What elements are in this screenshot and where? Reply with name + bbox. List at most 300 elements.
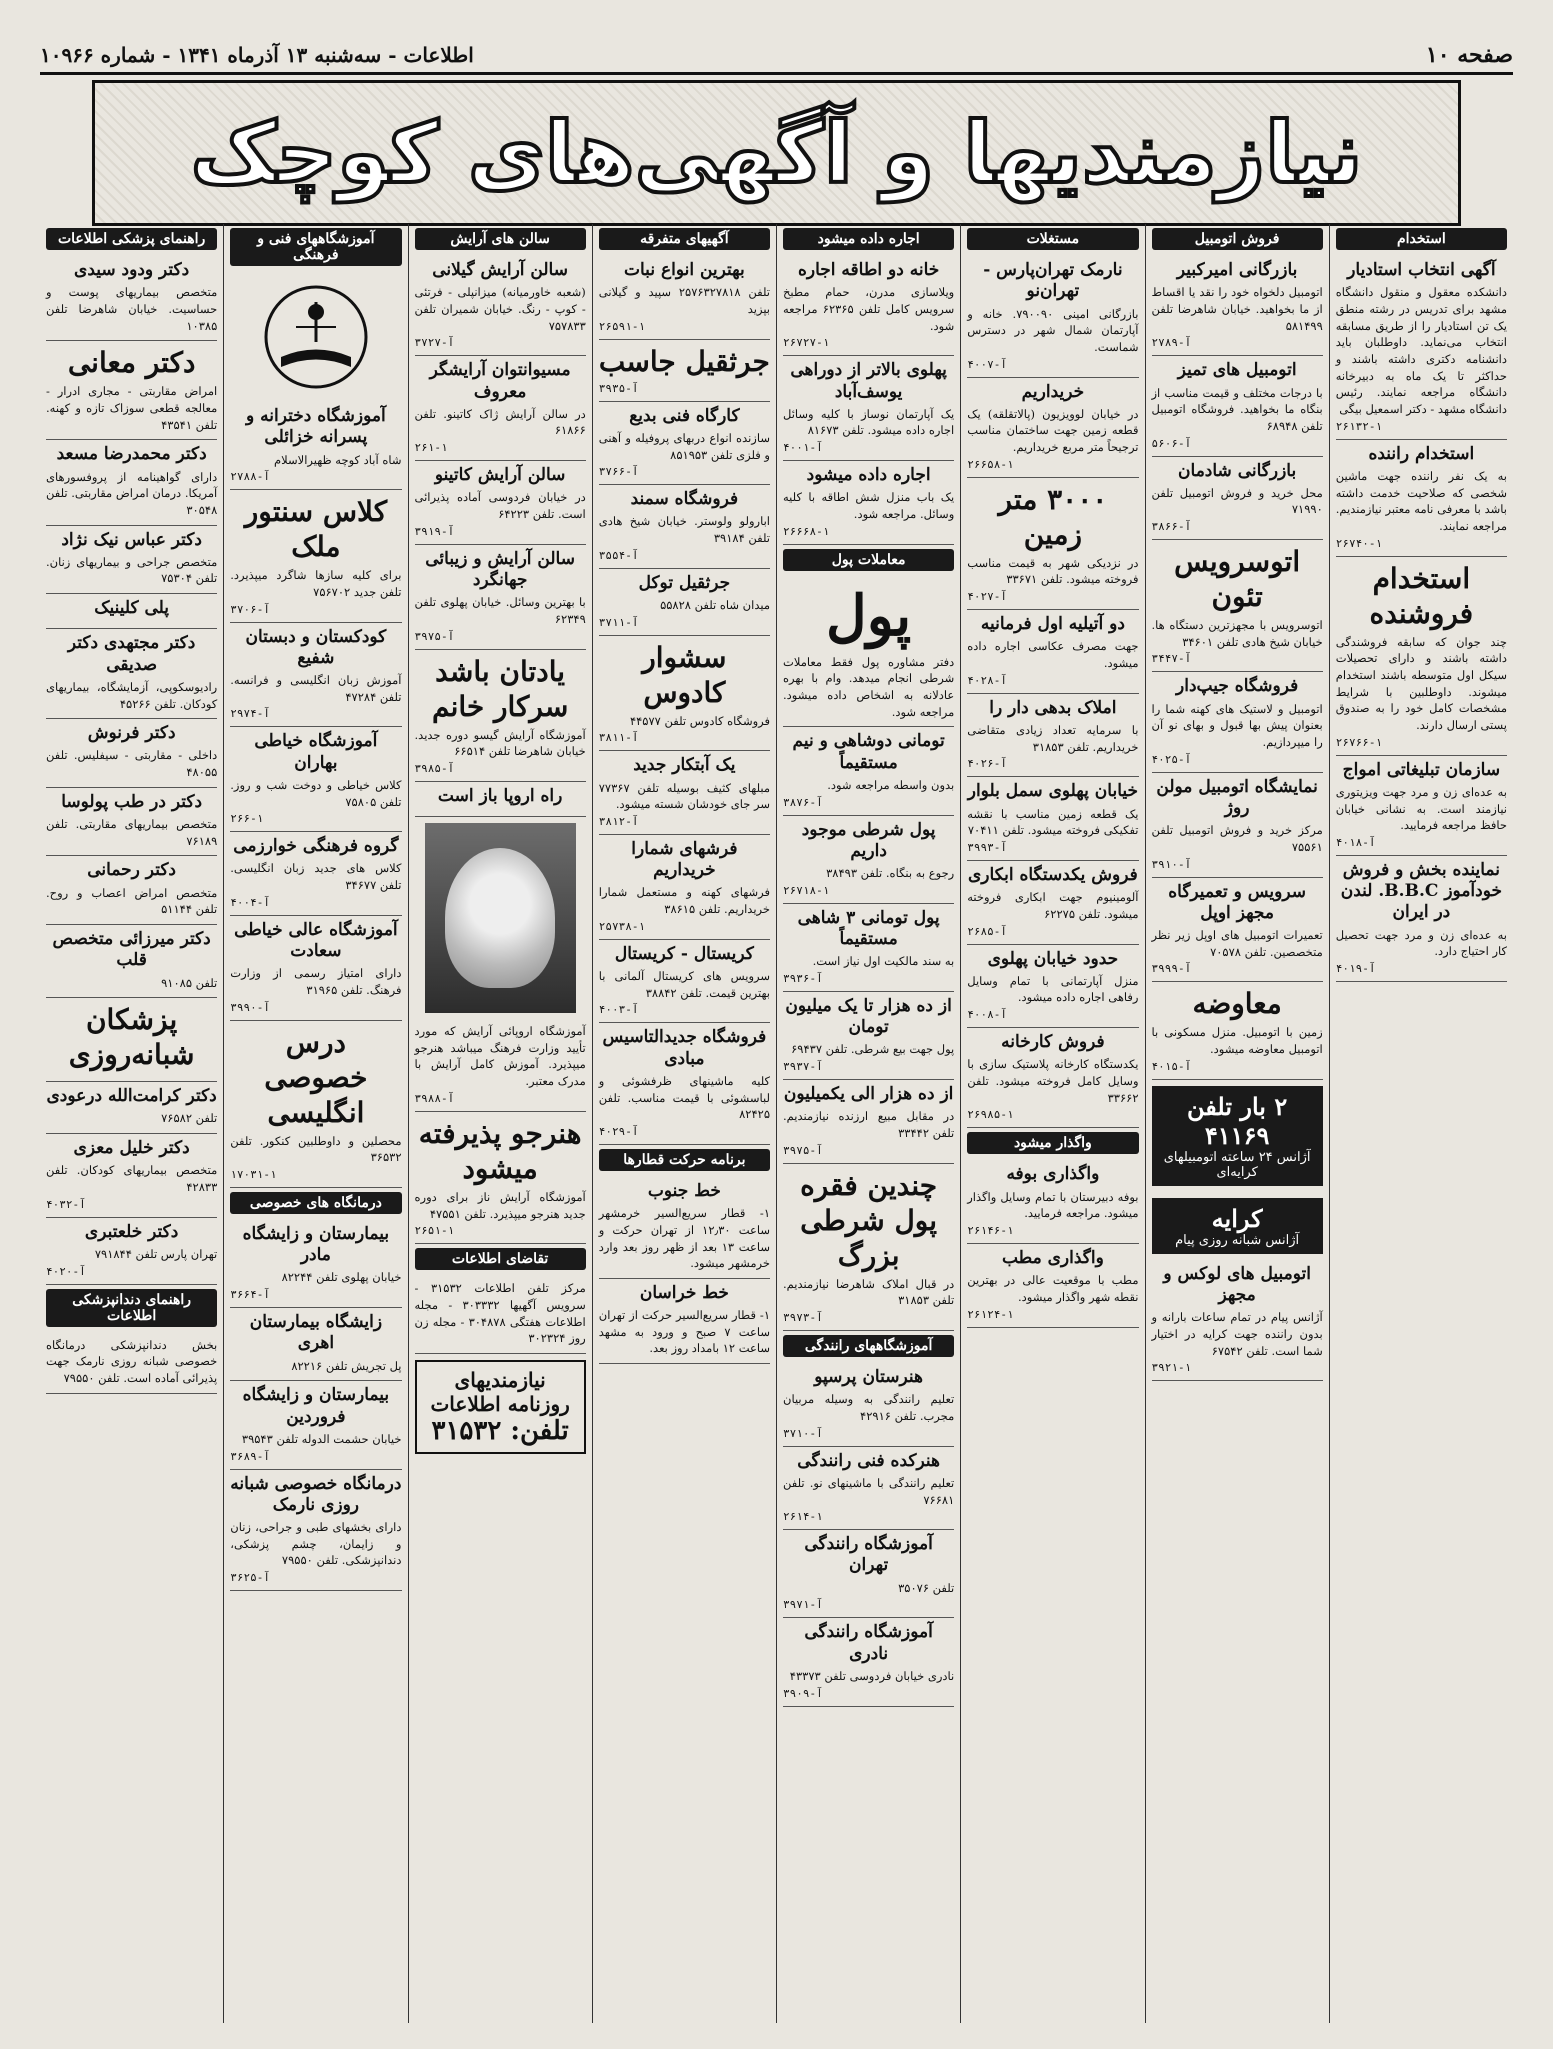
classified-ad — [599, 751, 770, 835]
ad-title: دکتر در طب پولوسا — [61, 791, 203, 812]
section-header: سالن های آرایش — [415, 228, 586, 250]
ad-title: پلی کلینیک — [94, 598, 170, 619]
ad-code: ۳۸۱۲-آ — [598, 814, 639, 828]
ad-body: تلفن ۹۱۰۸۵ — [161, 975, 218, 990]
ad-body: جهت مصرف عکاسی اجاره داده میشود. — [967, 639, 1139, 671]
ad-title: کارگاه فنی بدیع — [629, 405, 740, 426]
ad-title: بازرگانی امیرکبیر — [1176, 260, 1298, 280]
classified-ad — [1152, 982, 1323, 1079]
classified-ad — [415, 1112, 586, 1244]
ad-code: ۳۸۷۶-آ — [783, 795, 823, 809]
ad-code: ۲۶۷۴۰-۱ — [1335, 536, 1383, 550]
ad-code: ۳۴۴۷-آ — [1151, 652, 1192, 666]
ad-body: دفتر مشاوره پول فقط معاملات شرطی انجام میدهد. وام با بهره عادلانه به اشخاص داده میشود. مراجعه شود. — [783, 654, 955, 719]
book-lamp-icon — [261, 282, 371, 392]
ad-columns — [40, 224, 1513, 2023]
ad-body: محل خرید و فروش اتومبیل تلفن ۷۱۹۹۰ — [1151, 485, 1323, 517]
classified-ad — [967, 256, 1138, 378]
ad-title: دکتر کرامت‌الله درعودی — [46, 1086, 217, 1107]
classified-ad — [599, 485, 770, 569]
ad-body: ابارولو ولوستر. خیابان شیخ هادی تلفن ۳۹۱۸۴ — [598, 514, 770, 546]
section-header: راهنمای پزشکی اطلاعات — [46, 228, 217, 250]
classified-ad — [599, 569, 770, 636]
ad-code: ۲۶۶۶۸-۱ — [783, 524, 830, 538]
classified-ad — [783, 1447, 954, 1531]
ad-title: یادتان باشد سرکار خانم — [431, 654, 569, 723]
ad-code: ۳۶۲۵-آ — [230, 1571, 270, 1585]
section-header: واگذار میشود — [967, 1132, 1138, 1154]
ad-title: کریستال - کریستال — [614, 943, 754, 964]
ad-code: ۳۷۲۷-آ — [414, 336, 455, 350]
promo-subline: آژانس ۲۴ ساعته اتومبیلهای کرایه‌ای — [1163, 1149, 1311, 1180]
ad-title: نارمک تهران‌پارس - تهران‌نو — [983, 260, 1123, 302]
ad-code: ۲۹۷۴-آ — [230, 707, 270, 721]
classified-ad — [599, 1023, 770, 1145]
ad-body: با درجات مختلف و قیمت مناسب از بنگاه ما بخواهید. فروشگاه اتومبیل تلفن ۶۸۹۴۸ — [1151, 385, 1323, 433]
ad-code: ۴۰۲۷-آ — [967, 590, 1007, 604]
ad-title: اتومبیل های لوکس و مجهز — [1163, 1263, 1311, 1306]
classified-ad — [783, 256, 954, 356]
ad-body: داخلی - مقاربتی - سیفلیس. تلفن ۴۸۰۵۵ — [46, 748, 218, 780]
classified-ad — [46, 719, 217, 788]
section-header: مستغلات — [967, 228, 1138, 250]
ad-body: کلیه ماشینهای ظرفشوئی و لباسشوئی با قیمت مناسب. تلفن ۸۲۴۲۵ — [598, 1073, 770, 1122]
classified-ad — [1152, 256, 1323, 356]
ad-title: آگهی انتخاب استادیار — [1347, 260, 1496, 280]
ad-body: تعلیم رانندگی با ماشینهای نو. تلفن ۷۶۶۸۱ — [783, 1475, 955, 1507]
classified-ad — [1152, 1260, 1323, 1382]
ad-title: دکتر معانی — [67, 346, 196, 380]
classified-ad — [967, 1028, 1138, 1128]
ad-title: سشوار کادوس — [642, 640, 727, 709]
ad-title: پهلوی بالاتر از دوراهی یوسف‌آباد — [790, 360, 947, 402]
ad-body: کلاس های جدید زبان انگلیسی. تلفن ۳۴۶۷۷ — [230, 861, 402, 893]
ad-body: اتومبیل و لاستیک های کهنه شما را بعنوان پیش بها قبول و بهای نو آن را میپردازیم. — [1151, 701, 1323, 750]
section-header: استخدام — [1336, 228, 1507, 250]
column — [1329, 224, 1513, 2023]
promo-line: ۲ بار تلفن ۴۱۱۶۹ — [1187, 1091, 1288, 1150]
ad-title: از ده هزار الی یکمیلیون — [783, 1084, 954, 1105]
ad-body: یک قطعه زمین مناسب با نقشه تفکیکی فروخته میشود. تلفن ۷۰۴۱۱ — [967, 806, 1139, 838]
promo-line: کرایه — [1211, 1203, 1263, 1233]
ad-body: دارای امتیاز رسمی از وزارت فرهنگ. تلفن ۳۱۹۶۵ — [230, 966, 402, 997]
ad-title: فروش یکدستگاه ابکاری — [968, 864, 1138, 885]
classified-ad — [415, 1276, 586, 1354]
ad-code: ۳۹۹۰-آ — [230, 1000, 270, 1014]
ad-body: آموزشگاه اروپائی آرایش که مورد تأیید وزارت فرهنگ میباشد هنرجو میپذیرد. آموزش کامل آرایش با مدرک معتبر. — [414, 1024, 586, 1089]
ad-title: دو آتیلیه اول فرمانیه — [980, 614, 1125, 635]
ad-body: تهران پارس تلفن ۷۹۱۸۴۴ — [94, 1246, 218, 1261]
ad-title: دکتر فرنوش — [87, 723, 176, 744]
ad-body: دارای بخشهای طبی و جراحی، زنان و زایمان، چشم پزشکی، دندانپزشکی. تلفن ۷۹۵۵۰ — [230, 1520, 402, 1568]
ad-title: خیابان پهلوی سمل بلوار — [967, 781, 1139, 802]
ad-code: ۴۰۰۳-آ — [598, 1003, 639, 1017]
ad-code: ۲۶۷۶۶-۱ — [1335, 735, 1383, 749]
ad-title: اتومبیل های تمیز — [1177, 360, 1297, 381]
classified-ad — [1152, 540, 1323, 672]
ad-body: دانشکده معقول و منقول دانشگاه مشهد برای تدریس در رشته منطق یک تن استادیار را از طریق مسابقه انتخاب می‌نماید. داوطلبان باید دانشنامه دکتری داشته باشند و حداکثر تا یک ماه به دبیرخانه دانشگاه مراجعه نمایند. رئیس دانشگاه مشهد - دکتر اسمعیل بیگی — [1335, 285, 1507, 416]
classified-ad — [230, 1470, 401, 1592]
ad-code: ۲۶۱۳۲-۱ — [1335, 419, 1383, 433]
section-header: اجاره داده میشود — [783, 228, 954, 250]
classified-ad — [1152, 457, 1323, 541]
portrait-face — [445, 848, 555, 988]
classified-ad — [230, 1308, 401, 1381]
classified-ad — [783, 727, 954, 815]
promo-subline: آژانس شبانه روزی پیام — [1175, 1232, 1300, 1248]
ad-title: کلاس سنتور ملک — [244, 495, 388, 564]
classified-ad — [415, 461, 586, 545]
ad-code: ۳۷۱۱-آ — [598, 615, 639, 629]
classified-ad — [415, 545, 586, 650]
ad-body: خیابان حشمت الدوله تلفن ۳۹۵۴۳ — [241, 1431, 402, 1446]
classified-ad — [46, 998, 217, 1082]
classified-ad — [1152, 878, 1323, 983]
ad-body: تلفن ۷۶۵۸۲ — [161, 1111, 218, 1126]
ad-body: با سرمایه تعداد زیادی متقاضی خریداریم. تلفن ۳۱۸۵۳ — [967, 722, 1139, 754]
classified-ad — [967, 861, 1138, 945]
classified-ad — [783, 904, 954, 992]
info-box-title: نیازمندیهای روزنامه اطلاعات — [430, 1367, 570, 1416]
ad-title: پول شرطی موجود داریم — [801, 819, 936, 861]
classified-ad — [599, 835, 770, 940]
classified-ad — [599, 402, 770, 486]
section-header: برنامه حرکت قطارها — [599, 1149, 770, 1171]
ad-title: معاوضه — [1192, 987, 1282, 1021]
column — [408, 224, 592, 2023]
ad-title: سالن آرایش کاتینو — [434, 465, 566, 486]
ad-title: مسیوانتوان آرایشگر معروف — [429, 360, 571, 402]
ad-title: آموزشگاه رانندگی نادری — [804, 1622, 933, 1664]
ad-code: ۲۶۱۴-۱ — [783, 1510, 823, 1524]
ad-title: اجاره داده میشود — [806, 465, 931, 486]
classified-ad — [230, 402, 401, 490]
ad-body: تعلیم رانندگی به وسیله مربیان مجرب. تلفن ۴۲۹۱۶ — [783, 1392, 955, 1423]
classified-ad — [1336, 440, 1507, 557]
ad-body: مرکز خرید و فروش اتومبیل تلفن ۷۵۵۶۱ — [1151, 823, 1323, 854]
ad-title: درمانگاه خصوصی شبانه روزی نارمک — [230, 1473, 402, 1515]
classified-ad — [783, 1164, 954, 1331]
ad-title: استخدام راننده — [1368, 443, 1475, 464]
section-header: درمانگاه های خصوصی — [230, 1192, 401, 1214]
ad-title: فرشهای شمارا خریداریم — [631, 838, 738, 881]
section-header: راهنمای دندانپزشکی اطلاعات — [46, 1289, 217, 1327]
section-header: تقاضای اطلاعات — [415, 1248, 586, 1270]
section-header: معاملات پول — [783, 549, 954, 571]
ad-title: نمایشگاه اتومبیل مولن روژ — [1156, 776, 1318, 818]
ad-body: در خیابان لوویزیون (پالاتقلقه) یک قطعه زمین جهت ساختمان مناسب ترجیحاً متر مربع خریداریم. — [967, 406, 1139, 455]
ad-body: بخش دندانپزشکی درمانگاه خصوصی شبانه روزی نارمک جهت پذیرائی آماده است. تلفن ۷۹۵۵۰ — [46, 1337, 218, 1385]
classified-ad — [46, 856, 217, 925]
ad-body: فرشهای کهنه و مستعمل شمارا خریداریم. تلفن ۳۸۶۱۵ — [598, 885, 770, 917]
classified-ad — [230, 1381, 401, 1469]
ad-body: به عده‌ای زن و مرد جهت ویزیتوری نیازمند است. به نشانی خیابان حافظ مراجعه فرمایید. — [1335, 784, 1507, 833]
ad-body: در مقابل مبیع ارزنده نیازمندیم. تلفن ۳۳۴۴۲ — [783, 1109, 955, 1140]
issue-info: اطلاعات - سه‌شنبه ۱۳ آذرماه ۱۳۴۱ - شماره ۱۰۹۶۶ — [40, 43, 474, 67]
column — [1145, 224, 1329, 2023]
ad-body: امراض مقاربتی - مجاری ادرار - معالجه قطعی سوزاک تازه و کهنه. تلفن ۴۳۵۴۱ — [46, 384, 218, 432]
ad-title: فروش کارخانه — [1001, 1032, 1105, 1053]
ad-body: بازرگانی امینی ۷۹۰۰۹۰. خانه و آپارتمان شمال شهر در دسترس شماست. — [967, 306, 1139, 354]
portrait-photo — [425, 823, 576, 1013]
ad-body: به عده‌ای زن و مرد جهت تحصیل کار احتیاج دارد. — [1335, 927, 1507, 959]
classified-ad — [1336, 557, 1507, 756]
ad-title: دکتر رحمانی — [87, 860, 176, 881]
ad-title: گروه فرهنگی خوارزمی — [233, 836, 399, 857]
ad-body: سرویس های کریستال آلمانی با بهترین قیمت. تلفن ۳۸۸۴۲ — [598, 969, 770, 1000]
ad-code: ۳۹۳۷-آ — [783, 1060, 823, 1074]
ad-code: ۱۷۰۳۱-۱ — [230, 1167, 277, 1181]
classified-ad — [967, 610, 1138, 694]
classified-ad — [967, 694, 1138, 778]
promo-box — [1152, 1198, 1323, 1254]
ad-code: ۳۹۷۱-آ — [783, 1598, 823, 1612]
classified-ad — [783, 1363, 954, 1447]
ad-title: بیمارستان و زایشگاه فروردین — [242, 1385, 390, 1427]
ad-body: اتوسرویس با مجهزترین دستگاه ها. خیابان شیخ هادی تلفن ۳۴۶۰۱ — [1151, 618, 1323, 649]
ad-title: واگذاری مطب — [1001, 1247, 1104, 1268]
classified-ad — [783, 1618, 954, 1706]
section-header: آموزشگاههای فنی و فرهنگی — [230, 228, 401, 266]
ad-code: ۳۹۹۳-آ — [967, 840, 1007, 854]
ad-title: سالن آرایش و زیبائی جهانگرد — [425, 548, 575, 590]
ad-body: چند جوان که سابقه فروشندگی داشته باشند و دارای تحصیلات سیکل اول متوسطه باشند استخدام میشوند. داوطلبین با شرایط مشخصات کامل خود را به صندوق پستی ارسال دارند. — [1335, 634, 1507, 732]
ad-title: املاک بدهی دار را — [989, 697, 1117, 718]
ad-title: آموزشگاه عالی خیاطی سعادت — [234, 919, 398, 962]
ad-code: ۴۰۳۲-آ — [46, 1197, 86, 1211]
ad-title: آموزشگاه دخترانه و پسرانه خزائلی — [246, 406, 386, 448]
ad-title: واگذاری بوفه — [1006, 1164, 1100, 1185]
ad-body: متخصص امراض اعصاب و روح. تلفن ۵۱۱۴۴ — [46, 885, 218, 917]
ad-code: ۲۶۶-۱ — [230, 812, 264, 826]
ad-body: خیابان پهلوی تلفن ۸۲۲۴۴ — [281, 1270, 402, 1285]
classified-ad — [46, 925, 217, 998]
ad-title: جرثقیل توکل — [638, 572, 731, 593]
ad-body: ۱- قطار سریع‌السیر خرمشهر ساعت ۱۲٫۳۰ از تهران حرکت و ساعت ۱۳ بعد از ظهر روز بعد وارد خرمشهر میشود. — [598, 1206, 770, 1271]
ad-body: محصلین و داوطلبین کنکور. تلفن ۳۶۵۳۲ — [230, 1133, 402, 1165]
ad-title: بهترین انواع نبات — [624, 260, 745, 280]
ad-title: پول — [826, 582, 912, 649]
ad-title: چندین فقره پول شرطی بزرگ — [800, 1168, 938, 1272]
ad-body: میدان شاه تلفن ۵۵۸۲۸ — [660, 598, 770, 613]
ad-title: اتوسرویس تئون — [1174, 545, 1301, 614]
ad-code: ۳۹۸۸-آ — [414, 1091, 455, 1105]
ad-code: ۲۶۹۸۵-۱ — [967, 1108, 1014, 1122]
ad-title: کودکستان و دبستان شفیع — [245, 626, 387, 668]
ad-body: تلفن ۳۵۰۷۶ — [898, 1580, 955, 1595]
classified-ad — [599, 256, 770, 340]
ad-title: بازرگانی شادمان — [1178, 460, 1297, 481]
classified-ad — [967, 1160, 1138, 1244]
classifieds-banner — [92, 80, 1461, 226]
ad-title: خط جنوب — [647, 1180, 721, 1201]
column — [592, 224, 776, 2023]
ad-code: ۴۰۱۹-آ — [1335, 961, 1376, 975]
ad-code: ۴۰۰۷-آ — [967, 357, 1007, 371]
ad-body: آموزش زبان انگلیسی و فرانسه. تلفن ۴۷۲۸۴ — [230, 673, 402, 704]
column — [223, 224, 407, 2023]
ad-title: خانه دو اطاقه اجاره — [797, 260, 940, 280]
ad-body: پل تجریش تلفن ۸۲۲۱۶ — [291, 1358, 402, 1373]
classified-ad — [415, 650, 586, 782]
ad-code: ۲۶۱۴۶-۱ — [967, 1223, 1014, 1237]
ad-code: ۳۵۵۴-آ — [598, 548, 639, 562]
ad-body: متخصص جراحی و بیماریهای زنان. تلفن ۷۵۳۰۴ — [46, 554, 218, 586]
page-number: صفحه ۱۰ — [1425, 42, 1513, 68]
ad-title: استخدام فروشنده — [1369, 561, 1474, 630]
ad-code: ۳۸۶۶-آ — [1151, 520, 1192, 534]
ad-body: به یک نفر راننده جهت ماشین شخصی که صلاحیت خدمت داشته باشد با معرفی نامه معتبر نیازمندیم. مراجعه نمایند. — [1335, 468, 1507, 533]
classified-ad — [967, 1244, 1138, 1328]
ad-body: منزل آپارتمانی با تمام وسایل رفاهی اجاره داده میشود. — [967, 973, 1139, 1005]
ad-title: هنرکده فنی رانندگی — [797, 1450, 940, 1471]
classified-ad — [967, 945, 1138, 1029]
ad-title: فروشگاه سمند — [630, 489, 739, 510]
ad-body: نادری خیابان فردوسی تلفن ۴۳۳۷۳ — [789, 1668, 955, 1683]
classified-ad — [46, 629, 217, 719]
ad-body: رادیوسکوپی، آزمایشگاه، بیماریهای کودکان. تلفن ۴۵۲۶۶ — [46, 679, 218, 711]
classified-ad — [1336, 856, 1507, 982]
classified-ad — [230, 1220, 401, 1308]
classified-ad — [46, 440, 217, 525]
ad-title: دکتر خلعتبری — [84, 1221, 179, 1242]
ad-body: با بهترین وسائل. خیابان پهلوی تلفن ۶۲۳۴۹ — [414, 595, 586, 626]
ad-body: شاه آباد کوچه ظهیرالاسلام — [274, 452, 402, 467]
ad-code: ۲۶۶۵۸-۱ — [967, 457, 1014, 471]
classified-ad — [1152, 773, 1323, 878]
ad-title: هنرستان پرسپو — [814, 1367, 923, 1388]
ad-body: متخصص بیماریهای مقاربتی. تلفن ۷۶۱۸۹ — [46, 817, 218, 848]
section-header: آگهیهای متفرقه — [599, 228, 770, 250]
ad-code: ۳۸۱۱-آ — [598, 731, 639, 745]
ad-title: یک آبتکار جدید — [633, 755, 736, 776]
ad-code: ۳۹۰۹-آ — [783, 1686, 823, 1700]
classified-ad — [415, 1019, 586, 1112]
ad-body: ویلاسازی مدرن، حمام مطبخ سرویس کامل تلفن ۶۲۳۶۵ مراجعه شود. — [783, 285, 955, 333]
ad-title: خریداریم — [1021, 381, 1085, 402]
classified-ad — [599, 940, 770, 1024]
ad-title: آموزشگاه خیاطی بهاران — [254, 731, 378, 773]
classified-ad — [599, 1177, 770, 1279]
ad-body: در قبال املاک شاهرضا نیازمندیم. تلفن ۳۱۸۵۳ — [783, 1276, 955, 1308]
ad-body: آموزشگاه آرایش ناز برای دوره جدید هنرجو میپذیرد. تلفن ۴۷۵۵۱ — [414, 1189, 586, 1221]
ad-body: یک آپارتمان نوساز با کلیه وسائل اجاره داده میشود. تلفن ۸۱۶۷۳ — [783, 406, 955, 438]
classified-ad — [1152, 672, 1323, 772]
classified-ad — [415, 356, 586, 461]
ad-code: ۲۶۱-۱ — [414, 441, 448, 455]
ad-body: فروشگاه کادوس تلفن ۴۴۵۷۷ — [629, 713, 770, 728]
ad-body: به سند مالکیت اول نیاز است. — [812, 954, 955, 969]
ad-code: ۴۰۲۶-آ — [967, 757, 1007, 771]
banner-title: نیازمندیها و آگهی‌های کوچک — [190, 104, 1363, 202]
classified-ad — [783, 992, 954, 1080]
ad-body: در سالن آرایش ژاک کاتینو. تلفن ۶۱۸۶۶ — [414, 406, 586, 438]
ad-body: متخصص بیماریهای کودکان. تلفن ۴۲۸۳۳ — [46, 1163, 218, 1195]
ad-title: دکتر مجتهدی دکتر صدیقی — [67, 633, 196, 675]
ad-title: تومانی دوشاهی و نیم مستقیماً — [792, 731, 945, 773]
ad-code: ۴۰۰۱-آ — [783, 441, 823, 455]
classified-ad — [599, 636, 770, 752]
ad-code: ۴۰۰۸-آ — [967, 1008, 1007, 1022]
ad-title: نماینده بخش و فروش خودآموز B.B.C. لندن در ایران — [1340, 859, 1503, 923]
classified-ad — [967, 378, 1138, 478]
classified-ad — [46, 341, 217, 440]
column — [40, 224, 223, 2023]
classified-ad — [783, 356, 954, 461]
ad-body: بدون واسطه مراجعه شود. — [827, 777, 955, 792]
ad-code: ۳۹۱۹-آ — [414, 524, 455, 538]
classified-ad — [230, 727, 401, 832]
ad-code: ۲۶۸۵-آ — [967, 924, 1007, 938]
ad-code: ۴۰۲۰-آ — [46, 1264, 86, 1278]
institute-logo — [230, 272, 401, 402]
ad-code: ۳۹۸۵-آ — [414, 761, 455, 775]
classified-ad — [46, 788, 217, 857]
ad-body: رجوع به بنگاه. تلفن ۳۸۴۹۳ — [826, 866, 955, 881]
classified-ad — [1336, 756, 1507, 856]
classified-ad — [783, 1080, 954, 1164]
ad-code: ۳۷۱۰-آ — [783, 1426, 823, 1440]
classified-ad — [46, 256, 217, 341]
classified-ad — [599, 1279, 770, 1364]
classified-ad — [783, 816, 954, 904]
ad-title: راه اروپا باز است — [437, 785, 563, 806]
classified-ad — [230, 1021, 401, 1188]
masthead-line — [40, 38, 1513, 75]
ad-code: ۴۰۱۵-آ — [1151, 1059, 1192, 1073]
ad-code: ۳۹۱۰-آ — [1151, 857, 1192, 871]
ad-title: سازمان تبلیغاتی امواج — [1342, 759, 1501, 780]
ad-code: ۳۹۷۳-آ — [783, 1311, 823, 1325]
ad-code: ۳۹۷۵-آ — [414, 629, 455, 643]
ad-code: ۲۷۸۸-آ — [230, 470, 270, 484]
classified-ad — [967, 777, 1138, 861]
ad-title: حدود خیابان پهلوی — [987, 948, 1119, 969]
ad-code: ۴۰۰۴-آ — [230, 895, 270, 909]
ad-body: در خیابان فردوسی آماده پذیرائی است. تلفن ۶۴۲۲۳ — [414, 490, 586, 522]
ad-code: ۴۰۲۵-آ — [1151, 752, 1192, 766]
classified-ad — [599, 340, 770, 402]
ad-code: ۲۶۵۹۱-۱ — [598, 319, 646, 333]
ad-title: جرثقیل جاسب — [598, 344, 770, 378]
ad-title: فروشگاه جیپ‌دار — [1176, 676, 1299, 697]
ad-body: تلفن ۲۵۷۶۳۲۷۸۱۸ سپید و گیلانی بپزید — [598, 285, 770, 316]
ad-body: (شعبه خاورمیانه) میزانپلی - فرتئی - کوپ - رنگ. خیابان شمیران تلفن ۷۵۷۸۳۳ — [414, 285, 586, 333]
ad-body: در نزدیکی شهر به قیمت مناسب فروخته میشود. تلفن ۳۳۶۷۱ — [967, 555, 1139, 587]
column — [960, 224, 1144, 2023]
ad-body: زمین با اتومبیل. منزل مسکونی با اتومبیل معاوضه میشود. — [1151, 1025, 1323, 1057]
info-box — [415, 1360, 586, 1454]
ad-body: سازنده انواع دربهای پروفیله و آهنی و فلزی تلفن ۸۵۱۹۵۳ — [598, 430, 770, 462]
column — [776, 224, 960, 2023]
classified-ad — [783, 461, 954, 545]
ad-code: ۳۷۶۶-آ — [598, 465, 639, 479]
classified-ad — [967, 478, 1138, 610]
classified-ad — [46, 1218, 217, 1285]
ad-title: خط خراسان — [639, 1282, 729, 1303]
classified-ad — [1152, 356, 1323, 456]
classified-ad — [46, 594, 217, 629]
ad-code: ۳۹۲۱-۱ — [1151, 1361, 1192, 1375]
ad-body: اتومبیل دلخواه خود را نقد یا اقساط از ما بخواهید. خیابان شاهرضا تلفن ۵۸۱۴۹۹ — [1151, 285, 1323, 333]
classified-ad — [230, 916, 401, 1021]
info-box-phone: تلفن: ۳۱۵۳۲ — [431, 1415, 569, 1446]
ad-body: پول جهت بیع شرطی. تلفن ۶۹۴۳۷ — [791, 1042, 955, 1057]
ad-code: ۲۶۱۲۴-۱ — [967, 1307, 1014, 1321]
ad-body: برای کلیه سازها شاگرد میپذیرد. تلفن جدید ۷۵۶۷۰۲ — [230, 568, 402, 599]
ad-title: دکتر خلیل معزی — [73, 1138, 190, 1159]
ad-code: ۲۶۵۱-۱ — [414, 1224, 455, 1238]
